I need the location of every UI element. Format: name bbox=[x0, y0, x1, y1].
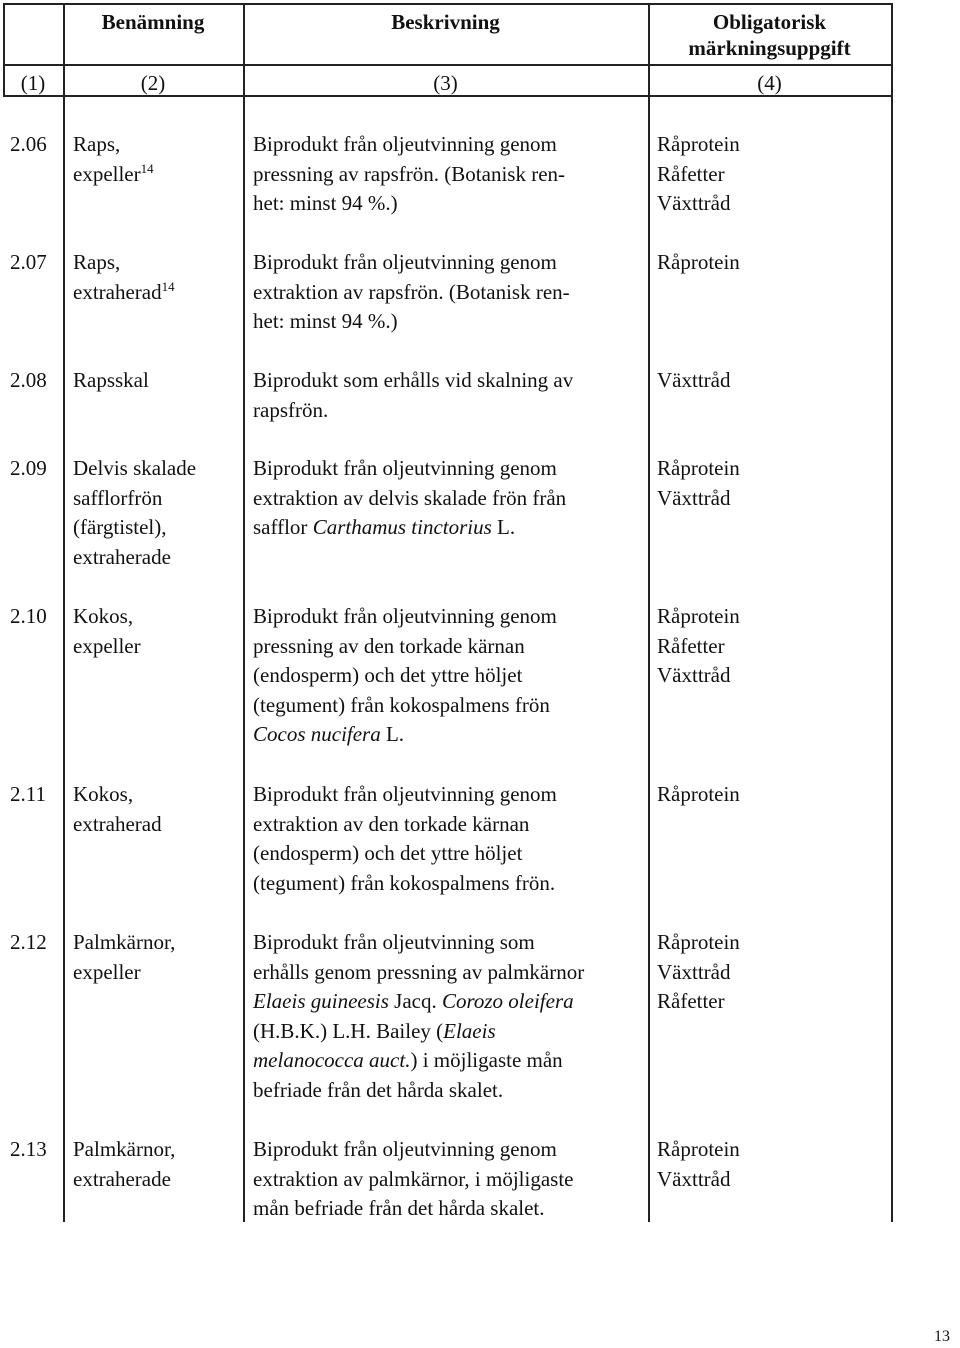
description-line bbox=[253, 869, 645, 899]
feed-name-line bbox=[73, 130, 241, 160]
row-number bbox=[10, 1135, 62, 1165]
feed-name bbox=[73, 130, 241, 189]
labelling-item: Växttråd bbox=[657, 1166, 731, 1191]
footnote-marker: 14 bbox=[140, 160, 154, 176]
text-segment: safflorfrön bbox=[73, 485, 163, 510]
row-number bbox=[10, 780, 62, 810]
description-line bbox=[253, 1194, 645, 1224]
text-segment: pressning av den torkade kärnan bbox=[253, 633, 525, 658]
header-divider bbox=[3, 64, 893, 66]
labelling-item: Växttråd bbox=[657, 959, 731, 984]
mandatory-labelling bbox=[657, 928, 889, 1017]
text-segment: extraktion av palmkärnor, i möjligaste bbox=[253, 1166, 574, 1191]
row-number bbox=[10, 454, 62, 484]
row-number-text: 2.11 bbox=[10, 782, 46, 806]
italic-text: Cocos nucifera bbox=[253, 722, 381, 746]
text-segment: Biprodukt från oljeutvinning genom bbox=[253, 604, 557, 628]
text-segment: (endosperm) och det yttre höljet bbox=[253, 663, 523, 687]
text-segment: Palmkärnor, bbox=[73, 1137, 176, 1161]
feed-name-line bbox=[73, 366, 241, 396]
description-line bbox=[253, 780, 645, 810]
labelling-item: Råprotein bbox=[657, 250, 740, 274]
feed-description bbox=[253, 248, 645, 337]
feed-description bbox=[253, 602, 645, 750]
text-segment: extraktion av delvis skalade frön från bbox=[253, 485, 567, 510]
labelling-item: Växttråd bbox=[657, 368, 731, 392]
description-line bbox=[253, 248, 645, 278]
column-divider-2 bbox=[243, 3, 245, 1222]
feed-name bbox=[73, 1135, 241, 1194]
feed-description bbox=[253, 366, 645, 425]
column-number-3: (3) bbox=[433, 71, 458, 95]
description-line bbox=[253, 1076, 645, 1106]
page-number: 13 bbox=[934, 1328, 950, 1345]
feed-name-line bbox=[73, 248, 241, 278]
text-segment: Rapsskal bbox=[73, 368, 149, 392]
text-segment: erhålls genom pressning av palmkärnor bbox=[253, 959, 585, 984]
description-line bbox=[253, 1046, 645, 1076]
text-segment: L. bbox=[491, 515, 516, 539]
text-segment: expeller bbox=[73, 161, 141, 186]
description-line bbox=[253, 1165, 645, 1195]
feed-name-line bbox=[73, 543, 241, 573]
feed-name-line bbox=[73, 958, 241, 988]
text-segment: het: minst 94 %.) bbox=[253, 309, 398, 333]
text-segment: pressning av rapsfrön. (Botanisk ren- bbox=[253, 161, 566, 186]
feed-name-line bbox=[73, 513, 241, 543]
description-line bbox=[253, 160, 645, 190]
text-segment: Raps, bbox=[73, 250, 121, 274]
column-number-1: (1) bbox=[20, 71, 46, 95]
description-line bbox=[253, 691, 645, 721]
description-line bbox=[253, 130, 645, 160]
row-number-text: 2.10 bbox=[10, 604, 47, 628]
feed-name-line bbox=[73, 810, 241, 840]
table-border-right bbox=[891, 3, 893, 1222]
mandatory-labelling bbox=[657, 602, 889, 691]
text-segment: extraktion av den torkade kärnan bbox=[253, 811, 530, 836]
italic-text: Carthamus tinctorius bbox=[312, 515, 492, 539]
text-segment: (färgtistel), bbox=[73, 515, 167, 539]
feed-description bbox=[253, 454, 645, 543]
italic-text: Elaeis guineesis bbox=[253, 989, 389, 1013]
description-line bbox=[253, 720, 645, 750]
text-segment: ) i möjligaste mån bbox=[410, 1048, 563, 1072]
row-number-text: 2.09 bbox=[10, 456, 47, 480]
mandatory-labelling bbox=[657, 454, 889, 513]
row-number bbox=[10, 248, 62, 278]
text-segment: (tegument) från kokospalmens frön bbox=[253, 692, 550, 717]
text-segment: extraherade bbox=[73, 544, 171, 569]
feed-name bbox=[73, 454, 241, 572]
feed-name-line bbox=[73, 278, 241, 308]
text-segment: extraherad bbox=[73, 279, 162, 304]
feed-name-line bbox=[73, 602, 241, 632]
labelling-item: Råprotein bbox=[657, 782, 740, 806]
table-border-top bbox=[3, 3, 893, 5]
row-number-text: 2.08 bbox=[10, 368, 47, 392]
description-line bbox=[253, 987, 645, 1017]
labelling-item: Råprotein bbox=[657, 1137, 740, 1161]
feed-name-line bbox=[73, 1165, 241, 1195]
text-segment: expeller bbox=[73, 633, 141, 658]
labelling-item: Växttråd bbox=[657, 191, 731, 215]
row-number bbox=[10, 366, 62, 396]
text-segment: Kokos, bbox=[73, 782, 134, 806]
text-segment: expeller bbox=[73, 959, 141, 984]
feed-name-line bbox=[73, 160, 241, 190]
header-labelling: Obligatorisk märkningsuppgift bbox=[688, 10, 851, 60]
text-segment: Biprodukt från oljeutvinning genom bbox=[253, 456, 557, 480]
text-segment: Biprodukt från oljeutvinning genom bbox=[253, 782, 557, 806]
feed-name bbox=[73, 780, 241, 839]
labelling-item: Råprotein bbox=[657, 132, 740, 156]
text-segment: Biprodukt som erhålls vid skalning av bbox=[253, 368, 574, 392]
text-segment: L. bbox=[380, 722, 405, 746]
feed-name bbox=[73, 928, 241, 987]
description-line bbox=[253, 661, 645, 691]
feed-name-line bbox=[73, 632, 241, 662]
labelling-item: Råprotein bbox=[657, 456, 740, 480]
description-line bbox=[253, 810, 645, 840]
text-segment: safflor bbox=[253, 515, 313, 539]
description-line bbox=[253, 513, 645, 543]
text-segment: Raps, bbox=[73, 132, 121, 156]
text-segment: rapsfrön. bbox=[253, 397, 329, 422]
feed-name-line bbox=[73, 1135, 241, 1165]
description-line bbox=[253, 307, 645, 337]
description-line bbox=[253, 278, 645, 308]
description-line bbox=[253, 1017, 645, 1047]
text-segment: (tegument) från kokospalmens frön. bbox=[253, 870, 556, 895]
row-number-text: 2.07 bbox=[10, 250, 47, 274]
italic-text: Elaeis bbox=[443, 1018, 496, 1043]
text-segment: mån befriade från det hårda skalet. bbox=[253, 1196, 545, 1220]
text-segment: het: minst 94 %.) bbox=[253, 191, 398, 215]
text-segment: Biprodukt från oljeutvinning genom bbox=[253, 1137, 557, 1161]
row-number-text: 2.12 bbox=[10, 930, 47, 954]
feed-name-line bbox=[73, 780, 241, 810]
description-line bbox=[253, 928, 645, 958]
row-number bbox=[10, 602, 62, 632]
column-number-2: (2) bbox=[140, 71, 166, 95]
row-number-text: 2.13 bbox=[10, 1137, 47, 1161]
header-name: Benämning bbox=[101, 10, 205, 34]
text-segment: (H.B.K.) L.H. Bailey ( bbox=[253, 1018, 444, 1043]
text-segment: (endosperm) och det yttre höljet bbox=[253, 841, 523, 865]
labelling-item: Råfetter bbox=[657, 633, 725, 658]
feed-name-line bbox=[73, 454, 241, 484]
description-line bbox=[253, 632, 645, 662]
mandatory-labelling bbox=[657, 366, 889, 396]
text-segment: Biprodukt från oljeutvinning som bbox=[253, 930, 535, 954]
text-segment: extraherad bbox=[73, 811, 162, 836]
mandatory-labelling bbox=[657, 780, 889, 810]
description-line bbox=[253, 454, 645, 484]
row-number bbox=[10, 130, 62, 160]
description-line bbox=[253, 602, 645, 632]
description-line bbox=[253, 1135, 645, 1165]
mandatory-labelling bbox=[657, 130, 889, 219]
labelling-item: Råfetter bbox=[657, 989, 725, 1013]
feed-description bbox=[253, 780, 645, 898]
italic-text: Corozo oleifera bbox=[441, 989, 574, 1013]
description-line bbox=[253, 839, 645, 869]
feed-name bbox=[73, 602, 241, 661]
column-divider-3 bbox=[648, 3, 650, 1222]
feed-description bbox=[253, 1135, 645, 1224]
column-divider-1 bbox=[63, 3, 65, 1222]
header-description: Beskrivning bbox=[391, 10, 500, 34]
feed-name-line bbox=[73, 484, 241, 514]
feed-name bbox=[73, 248, 241, 307]
description-line bbox=[253, 484, 645, 514]
text-segment: Biprodukt från oljeutvinning genom bbox=[253, 132, 557, 156]
description-line bbox=[253, 366, 645, 396]
row-number bbox=[10, 928, 62, 958]
labelling-item: Växttråd bbox=[657, 663, 731, 687]
feed-name-line bbox=[73, 928, 241, 958]
description-line bbox=[253, 958, 645, 988]
labelling-item: Råfetter bbox=[657, 161, 725, 186]
feed-name bbox=[73, 366, 241, 396]
text-segment: befriade från det hårda skalet. bbox=[253, 1077, 504, 1102]
labelling-item: Råprotein bbox=[657, 930, 740, 954]
text-segment: Delvis skalade bbox=[73, 456, 197, 480]
text-segment: extraherade bbox=[73, 1166, 171, 1191]
text-segment: Kokos, bbox=[73, 604, 134, 628]
text-segment: Palmkärnor, bbox=[73, 930, 176, 954]
row-number-text: 2.06 bbox=[10, 132, 47, 156]
text-segment: extraktion av rapsfrön. (Botanisk ren- bbox=[253, 279, 570, 304]
text-segment: Biprodukt från oljeutvinning genom bbox=[253, 250, 557, 274]
description-line bbox=[253, 396, 645, 426]
labelling-item: Råprotein bbox=[657, 604, 740, 628]
feed-description bbox=[253, 130, 645, 219]
mandatory-labelling bbox=[657, 248, 889, 278]
feed-description bbox=[253, 928, 645, 1105]
footnote-marker: 14 bbox=[161, 278, 175, 294]
italic-text: melanococca auct. bbox=[253, 1048, 411, 1072]
text-segment: Jacq. bbox=[388, 989, 442, 1013]
mandatory-labelling bbox=[657, 1135, 889, 1194]
column-number-4: (4) bbox=[757, 71, 782, 95]
labelling-item: Växttråd bbox=[657, 485, 731, 510]
description-line bbox=[253, 189, 645, 219]
